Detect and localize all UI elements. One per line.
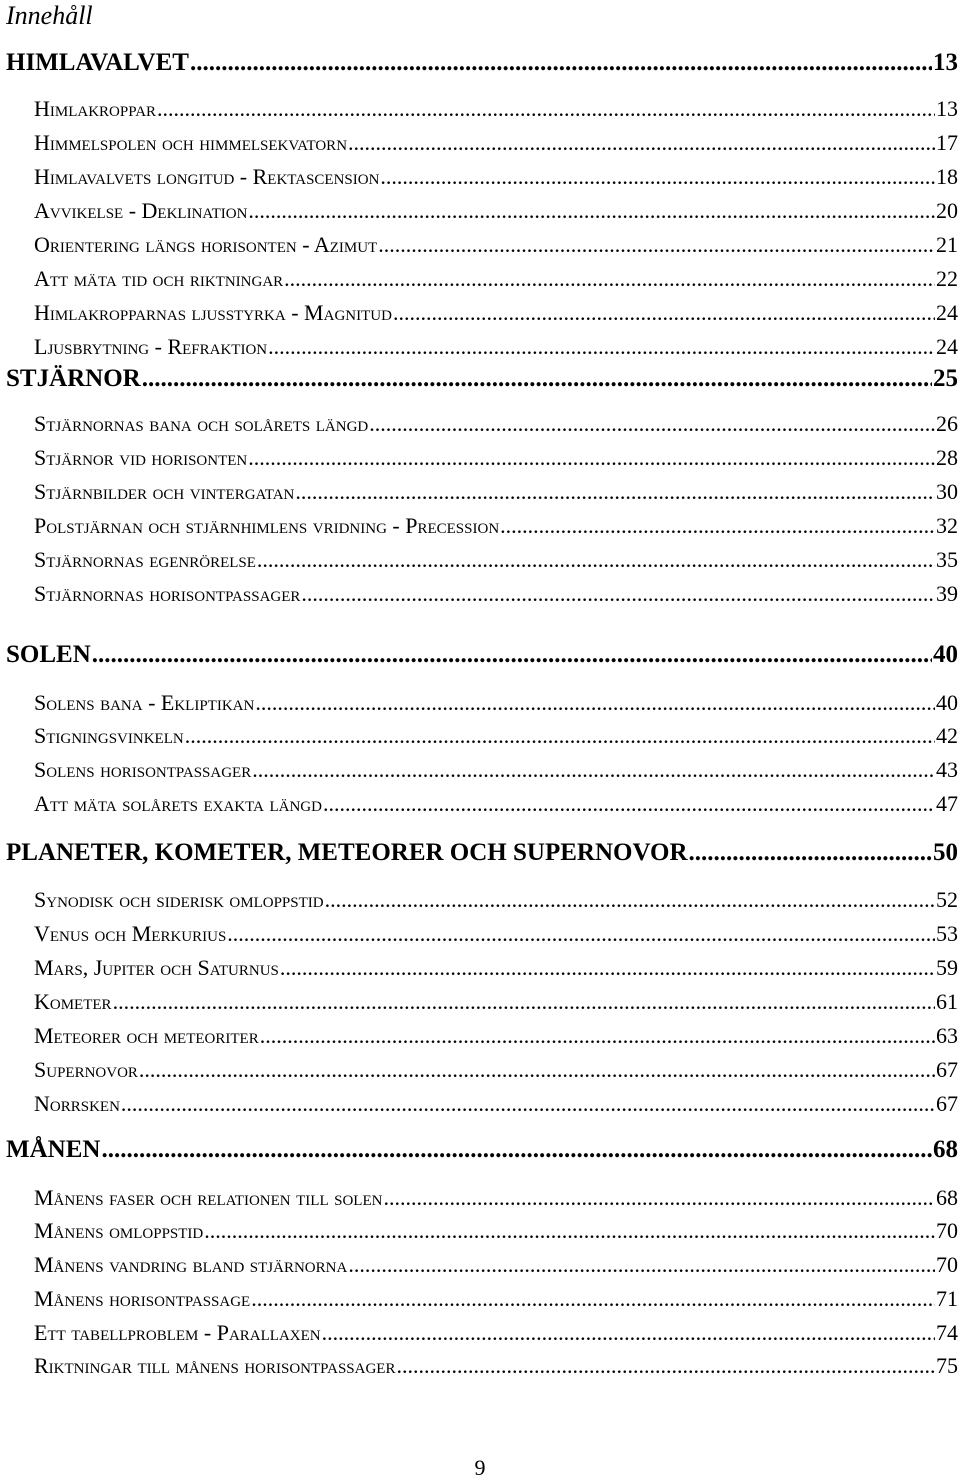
toc-chapter-entry[interactable]	[0, 365, 958, 393]
toc-section-entry[interactable]	[0, 921, 958, 947]
toc-entry-page: 21	[936, 232, 958, 257]
toc-entry-title: Kometer	[34, 989, 112, 1014]
toc-entry-page: 68	[933, 1136, 958, 1163]
toc-dot-leader	[325, 887, 935, 913]
toc-section-entry[interactable]	[0, 723, 958, 749]
toc-entry-title: Synodisk och siderisk omloppstid	[34, 887, 324, 912]
toc-dot-leader	[121, 1091, 935, 1117]
toc-dot-leader	[139, 1057, 935, 1083]
toc-dot-leader	[257, 547, 935, 573]
toc-section-entry[interactable]	[0, 757, 958, 783]
toc-dot-leader	[142, 365, 932, 393]
toc-entry-title: Att mäta solårets exakta längd	[34, 791, 322, 816]
toc-entry-title: Stjärnor vid horisonten	[34, 445, 248, 470]
toc-section-entry[interactable]	[0, 130, 958, 156]
toc-section-entry[interactable]	[0, 232, 958, 258]
toc-entry-page: 39	[936, 581, 958, 606]
toc-chapter-entry[interactable]	[0, 1136, 958, 1164]
toc-section-entry[interactable]	[0, 1023, 958, 1049]
toc-entry-page: 67	[936, 1057, 958, 1082]
toc-entry-title: Månens horisontpassage	[34, 1286, 251, 1311]
toc-entry-page: 71	[936, 1286, 958, 1311]
toc-entry-page: 20	[936, 198, 958, 223]
toc-dot-leader	[383, 1185, 935, 1211]
toc-section-entry[interactable]	[0, 411, 958, 437]
toc-section-entry[interactable]	[0, 1218, 958, 1244]
toc-dot-leader	[369, 411, 935, 437]
toc-entry-title: Månens faser och relationen till solen	[34, 1185, 383, 1210]
toc-dot-leader	[227, 921, 935, 947]
toc-entry-title: Venus och Merkurius	[34, 921, 227, 946]
toc-entry-title: HIMLAVALVET	[6, 49, 189, 76]
toc-dot-leader	[251, 1286, 935, 1312]
toc-entry-page: 30	[936, 479, 958, 504]
toc-section-entry[interactable]	[0, 513, 958, 539]
toc-section-entry[interactable]	[0, 989, 958, 1015]
toc-dot-leader	[322, 1320, 935, 1346]
toc-section-entry[interactable]	[0, 1252, 958, 1278]
toc-entry-title: Himlavalvets longitud - Rektascension	[34, 164, 380, 189]
toc-dot-leader	[255, 690, 935, 716]
toc-entry-title: MÅNEN	[6, 1136, 101, 1163]
toc-dot-leader	[190, 49, 932, 77]
toc-dot-leader	[185, 723, 935, 749]
toc-section-entry[interactable]	[0, 1353, 958, 1379]
toc-entry-page: 53	[936, 921, 958, 946]
toc-entry-page: 61	[936, 989, 958, 1014]
toc-section-entry[interactable]	[0, 1320, 958, 1346]
toc-section-entry[interactable]	[0, 334, 958, 360]
toc-chapter-entry[interactable]	[0, 641, 958, 669]
toc-section-entry[interactable]	[0, 300, 958, 326]
toc-dot-leader	[393, 300, 935, 326]
toc-section-entry[interactable]	[0, 1091, 958, 1117]
toc-section-entry[interactable]	[0, 198, 958, 224]
toc-entry-title: Ett tabellproblem - Parallaxen	[34, 1320, 321, 1345]
toc-entry-page: 59	[936, 955, 958, 980]
toc-dot-leader	[157, 96, 935, 122]
toc-entry-title: Mars, Jupiter och Saturnus	[34, 955, 279, 980]
toc-section-entry[interactable]	[0, 887, 958, 913]
toc-section-entry[interactable]	[0, 1286, 958, 1312]
toc-entry-page: 13	[936, 96, 958, 121]
toc-dot-leader	[248, 445, 935, 471]
toc-entry-title: STJÄRNOR	[6, 365, 141, 392]
toc-entry-page: 68	[936, 1185, 958, 1210]
toc-entry-title: PLANETER, KOMETER, METEORER OCH SUPERNOVOR	[6, 839, 688, 866]
toc-dot-leader	[348, 130, 935, 156]
toc-entry-page: 28	[936, 445, 958, 470]
toc-section-entry[interactable]	[0, 547, 958, 573]
toc-dot-leader	[92, 641, 932, 669]
toc-entry-title: Supernovor	[34, 1057, 138, 1082]
toc-entry-title: Norrsken	[34, 1091, 120, 1116]
toc-entry-title: Ljusbrytning - Refraktion	[34, 334, 268, 359]
toc-chapter-entry[interactable]	[0, 839, 958, 867]
toc-dot-leader	[101, 1136, 932, 1164]
toc-entry-page: 22	[936, 266, 958, 291]
toc-section-entry[interactable]	[0, 791, 958, 817]
toc-entry-title: Stigningsvinkeln	[34, 723, 184, 748]
toc-section-entry[interactable]	[0, 445, 958, 471]
toc-section-entry[interactable]	[0, 164, 958, 190]
toc-entry-page: 47	[936, 791, 958, 816]
toc-entry-page: 63	[936, 1023, 958, 1048]
toc-entry-page: 26	[936, 411, 958, 436]
toc-dot-leader	[280, 955, 935, 981]
toc-entry-page: 40	[933, 641, 958, 668]
toc-dot-leader	[268, 334, 935, 360]
toc-entry-page: 70	[936, 1218, 958, 1243]
toc-section-entry[interactable]	[0, 479, 958, 505]
toc-section-entry[interactable]	[0, 955, 958, 981]
toc-entry-page: 52	[936, 887, 958, 912]
toc-entry-title: Himlakropparnas ljusstyrka - Magnitud	[34, 300, 392, 325]
toc-entry-page: 40	[936, 690, 958, 715]
toc-entry-page: 74	[936, 1320, 958, 1345]
toc-dot-leader	[378, 232, 935, 258]
toc-entry-page: 25	[933, 365, 958, 392]
toc-dot-leader	[260, 1023, 935, 1049]
toc-dot-leader	[204, 1218, 935, 1244]
toc-dot-leader	[396, 1353, 935, 1379]
toc-entry-title: Solens horisontpassager	[34, 757, 252, 782]
toc-dot-leader	[689, 839, 932, 867]
toc-entry-title: Att mäta tid och riktningar	[34, 266, 284, 291]
toc-entry-title: Solens bana - Ekliptikan	[34, 690, 255, 715]
toc-entry-page: 24	[936, 300, 958, 325]
toc-section-entry[interactable]	[0, 96, 958, 122]
toc-section-entry[interactable]	[0, 1057, 958, 1083]
toc-chapter-entry[interactable]	[0, 49, 958, 77]
toc-dot-leader	[348, 1252, 935, 1278]
toc-dot-leader	[252, 757, 935, 783]
toc-entry-title: Stjärnornas horisontpassager	[34, 581, 301, 606]
toc-entry-title: Meteorer och meteoriter	[34, 1023, 259, 1048]
toc-entry-page: 35	[936, 547, 958, 572]
toc-entry-page: 75	[936, 1353, 958, 1378]
toc-entry-page: 24	[936, 334, 958, 359]
toc-section-entry[interactable]	[0, 1185, 958, 1211]
toc-entry-title: Himlakroppar	[34, 96, 157, 121]
toc-entry-page: 70	[936, 1252, 958, 1277]
toc-entry-title: Polstjärnan och stjärnhimlens vridning - Precession	[34, 513, 500, 538]
toc-dot-leader	[380, 164, 935, 190]
toc-entry-title: Riktningar till månens horisontpassager	[34, 1353, 396, 1378]
toc-entry-page: 42	[936, 723, 958, 748]
toc-entry-page: 17	[936, 130, 958, 155]
toc-entry-title: Orientering längs horisonten - Azimut	[34, 232, 378, 257]
toc-entry-title: Månens omloppstid	[34, 1218, 204, 1243]
toc-section-entry[interactable]	[0, 266, 958, 292]
toc-entry-title: Stjärnornas egenrörelse	[34, 547, 256, 572]
toc-entry-title: Stjärnbilder och vintergatan	[34, 479, 295, 504]
toc-dot-leader	[500, 513, 935, 539]
toc-dot-leader	[323, 791, 935, 817]
page-number: 9	[474, 1455, 486, 1480]
toc-dot-leader	[301, 581, 935, 607]
toc-dot-leader	[248, 198, 935, 224]
toc-heading: Innehåll	[6, 1, 93, 30]
toc-section-entry[interactable]	[0, 581, 958, 607]
toc-entry-title: Himmelspolen och himmelsekvatorn	[34, 130, 348, 155]
toc-dot-leader	[113, 989, 935, 1015]
toc-entry-title: Avvikelse - Deklination	[34, 198, 248, 223]
toc-entry-title: SOLEN	[6, 641, 91, 668]
toc-section-entry[interactable]	[0, 690, 958, 716]
toc-entry-title: Månens vandring bland stjärnorna	[34, 1252, 348, 1277]
toc-entry-page: 18	[936, 164, 958, 189]
toc-entry-page: 50	[933, 839, 958, 866]
toc-entry-page: 43	[936, 757, 958, 782]
toc-entry-page: 67	[936, 1091, 958, 1116]
toc-dot-leader	[284, 266, 935, 292]
toc-dot-leader	[295, 479, 935, 505]
toc-entry-page: 32	[936, 513, 958, 538]
toc-entry-title: Stjärnornas bana och solårets längd	[34, 411, 369, 436]
toc-entry-page: 13	[933, 49, 958, 76]
